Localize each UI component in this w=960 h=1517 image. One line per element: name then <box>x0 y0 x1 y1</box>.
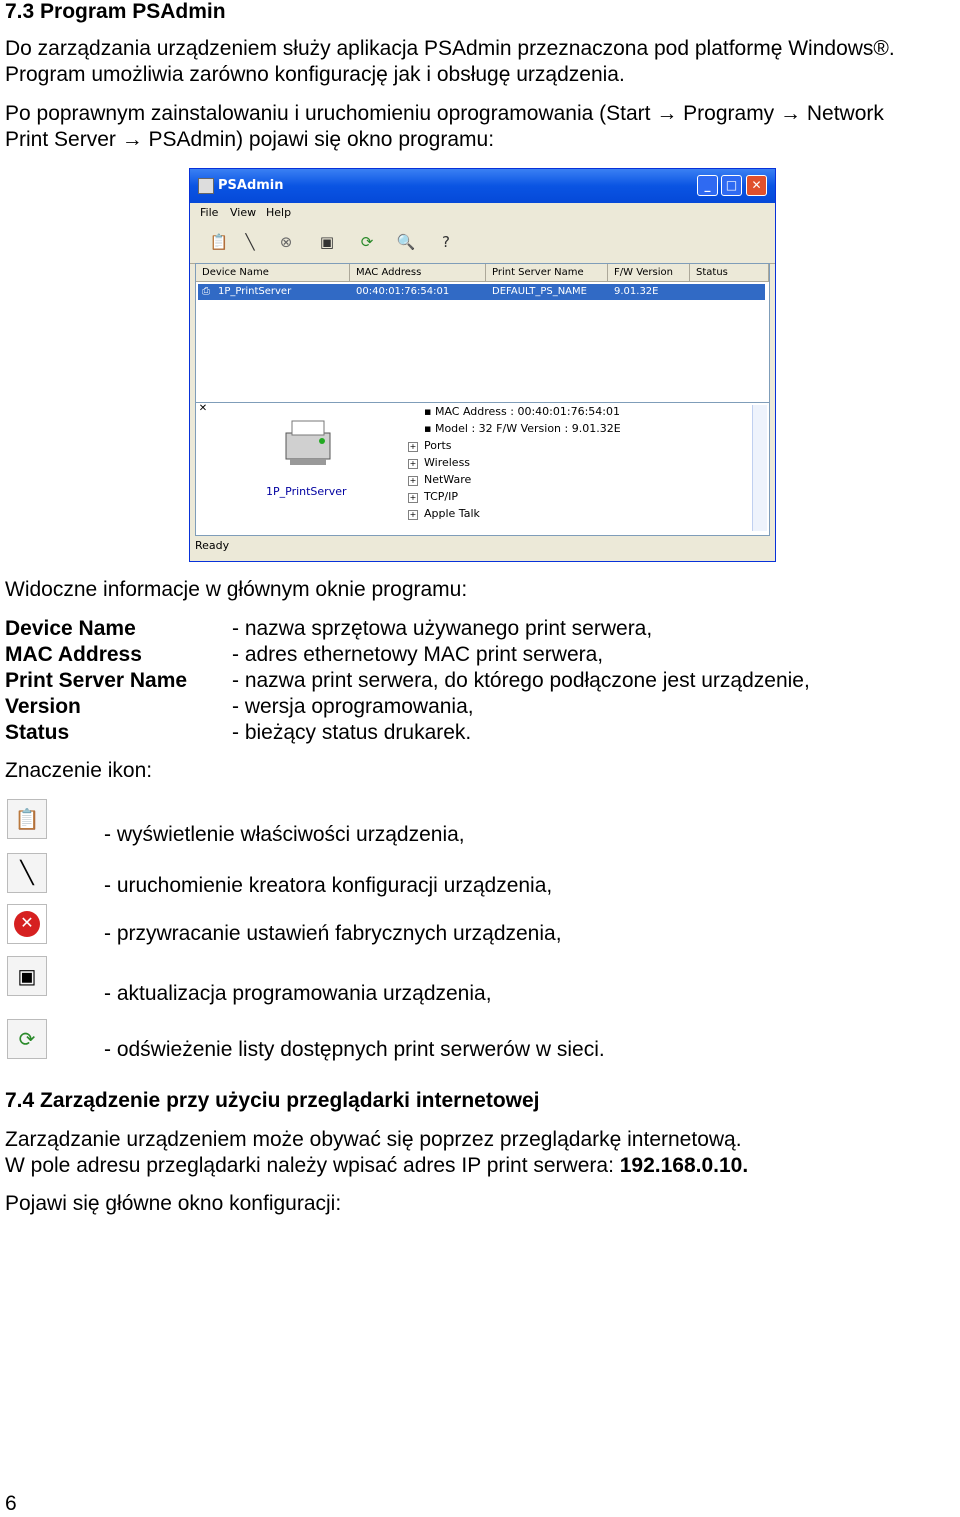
field-desc: - wersja oprogramowania, <box>232 695 474 718</box>
icon-desc: - przywracanie ustawień fabrycznych urządzenia, <box>104 922 562 945</box>
reset-icon: ✕ <box>7 904 47 944</box>
properties-icon: 📋 <box>7 799 47 839</box>
tree-item-appletalk: Apple Talk <box>424 507 480 520</box>
menu-view[interactable]: View <box>230 206 257 219</box>
field-term: Version <box>5 695 81 718</box>
field-term: MAC Address <box>5 643 142 666</box>
wizard-icon: ╲ <box>7 853 47 893</box>
tree-item-model: Model : 32 F/W Version : 9.01.32E <box>434 422 621 435</box>
page-number: 6 <box>5 1492 17 1515</box>
maximize-icon[interactable]: □ <box>721 175 742 196</box>
paragraph-line: Print Server → PSAdmin) pojawi się okno programu: <box>5 128 495 151</box>
device-list <box>195 263 770 403</box>
tree-item[interactable]: + NetWare <box>409 473 472 486</box>
paragraph-line: Zarządzanie urządzeniem może obywać się poprzez przeglądarkę internetową. <box>5 1128 742 1151</box>
cell-ps-name: DEFAULT_PS_NAME <box>492 286 587 297</box>
scrollbar[interactable] <box>752 405 767 531</box>
column-header-status[interactable]: Status <box>690 264 769 282</box>
wizard-icon[interactable]: ╲ <box>245 233 255 251</box>
tree-item-mac: MAC Address : 00:40:01:76:54:01 <box>434 405 620 418</box>
close-icon[interactable]: ✕ <box>746 175 767 196</box>
refresh-icon[interactable]: ⟳ <box>360 233 374 251</box>
cell-fw: 9.01.32E <box>614 286 659 297</box>
status-bar: Ready <box>195 539 230 552</box>
properties-icon[interactable]: 📋 <box>209 233 229 251</box>
printer-icon: ⎙ <box>202 286 210 297</box>
field-desc: - nazwa sprzętowa używanego print serwera, <box>232 617 653 640</box>
tree-item[interactable]: + Ports <box>409 439 452 452</box>
device-label: 1P_PrintServer <box>266 485 347 498</box>
reset-icon[interactable]: ⊗ <box>279 233 293 251</box>
paragraph-line: Znaczenie ikon: <box>5 759 153 782</box>
field-term: Status <box>5 721 70 744</box>
psadmin-window-screenshot <box>189 168 776 562</box>
section-heading-7-3: 7.3 Program PSAdmin <box>5 0 226 23</box>
tree-item[interactable]: + Apple Talk <box>409 507 480 520</box>
tree-item[interactable]: + Wireless <box>409 456 471 469</box>
close-pane-icon[interactable]: ✕ <box>198 403 208 414</box>
search-icon[interactable]: 🔍 <box>396 233 416 251</box>
paragraph-line: Program umożliwia zarówno konfigurację jak i obsługę urządzenia. <box>5 63 625 86</box>
tree-item[interactable]: + TCP/IP <box>409 490 458 503</box>
ip-address: 192.168.0.10. <box>619 1154 749 1177</box>
section-heading-7-4: 7.4 Zarządzenie przy użyciu przeglądarki internetowej <box>5 1089 540 1112</box>
refresh-icon: ⟳ <box>7 1019 47 1059</box>
tree-item-wireless: Wireless <box>424 456 471 469</box>
tree-item-tcpip: TCP/IP <box>424 490 458 503</box>
tree-item: ▪ Model : 32 F/W Version : 9.01.32E <box>424 422 621 435</box>
icon-desc: - aktualizacja programowania urządzenia, <box>104 982 492 1005</box>
tree-item: ▪ MAC Address : 00:40:01:76:54:01 <box>424 405 620 418</box>
help-icon[interactable]: ? <box>442 233 450 251</box>
tree-item-netware: NetWare <box>424 473 472 486</box>
paragraph-text: W pole adresu przeglądarki należy wpisać adres IP print serwera: <box>5 1154 620 1177</box>
window-titlebar <box>190 169 775 203</box>
paragraph-line: Pojawi się główne okno konfiguracji: <box>5 1192 342 1215</box>
paragraph-line: Po poprawnym zainstalowaniu i uruchomieniu oprogramowania (Start → Programy → Network <box>5 102 884 125</box>
field-term: Device Name <box>5 617 136 640</box>
update-icon[interactable]: ▣ <box>319 233 335 251</box>
tree-item-ports: Ports <box>424 439 452 452</box>
field-desc: - adres ethernetowy MAC print serwera, <box>232 643 604 666</box>
detail-pane <box>195 402 770 536</box>
icon-desc: - uruchomienie kreatora konfiguracji urządzenia, <box>104 874 553 897</box>
icon-desc: - odświeżenie listy dostępnych print serwerów w sieci. <box>104 1038 605 1061</box>
minimize-icon[interactable]: _ <box>697 175 718 196</box>
column-header-mac[interactable]: MAC Address <box>350 264 486 282</box>
update-icon: ▣ <box>7 956 47 996</box>
app-icon <box>198 178 214 194</box>
column-header-device-name[interactable]: Device Name <box>196 264 350 282</box>
table-row[interactable] <box>198 284 765 300</box>
field-term: Print Server Name <box>5 669 188 692</box>
menu-help[interactable]: Help <box>266 206 292 219</box>
paragraph-line: Do zarządzania urządzeniem służy aplikacja PSAdmin przeznaczona pod platformę Windows®. <box>5 37 895 60</box>
column-header-fw[interactable]: F/W Version <box>608 264 690 282</box>
field-desc: - nazwa print serwera, do którego podłączone jest urządzenie, <box>232 669 810 692</box>
paragraph-line <box>5 1153 748 1179</box>
toolbar <box>190 223 775 264</box>
menu-file[interactable]: File <box>200 206 219 219</box>
paragraph-line: Widoczne informacje w głównym oknie programu: <box>5 578 468 601</box>
menu-bar <box>190 203 775 223</box>
print-server-icon <box>276 413 340 477</box>
icon-desc: - wyświetlenie właściwości urządzenia, <box>104 823 465 846</box>
column-header-ps-name[interactable]: Print Server Name <box>486 264 608 282</box>
cell-mac: 00:40:01:76:54:01 <box>356 286 450 297</box>
window-title: PSAdmin <box>218 178 284 193</box>
cell-device-name: 1P_PrintServer <box>218 286 292 297</box>
field-desc: - bieżący status drukarek. <box>232 721 472 744</box>
